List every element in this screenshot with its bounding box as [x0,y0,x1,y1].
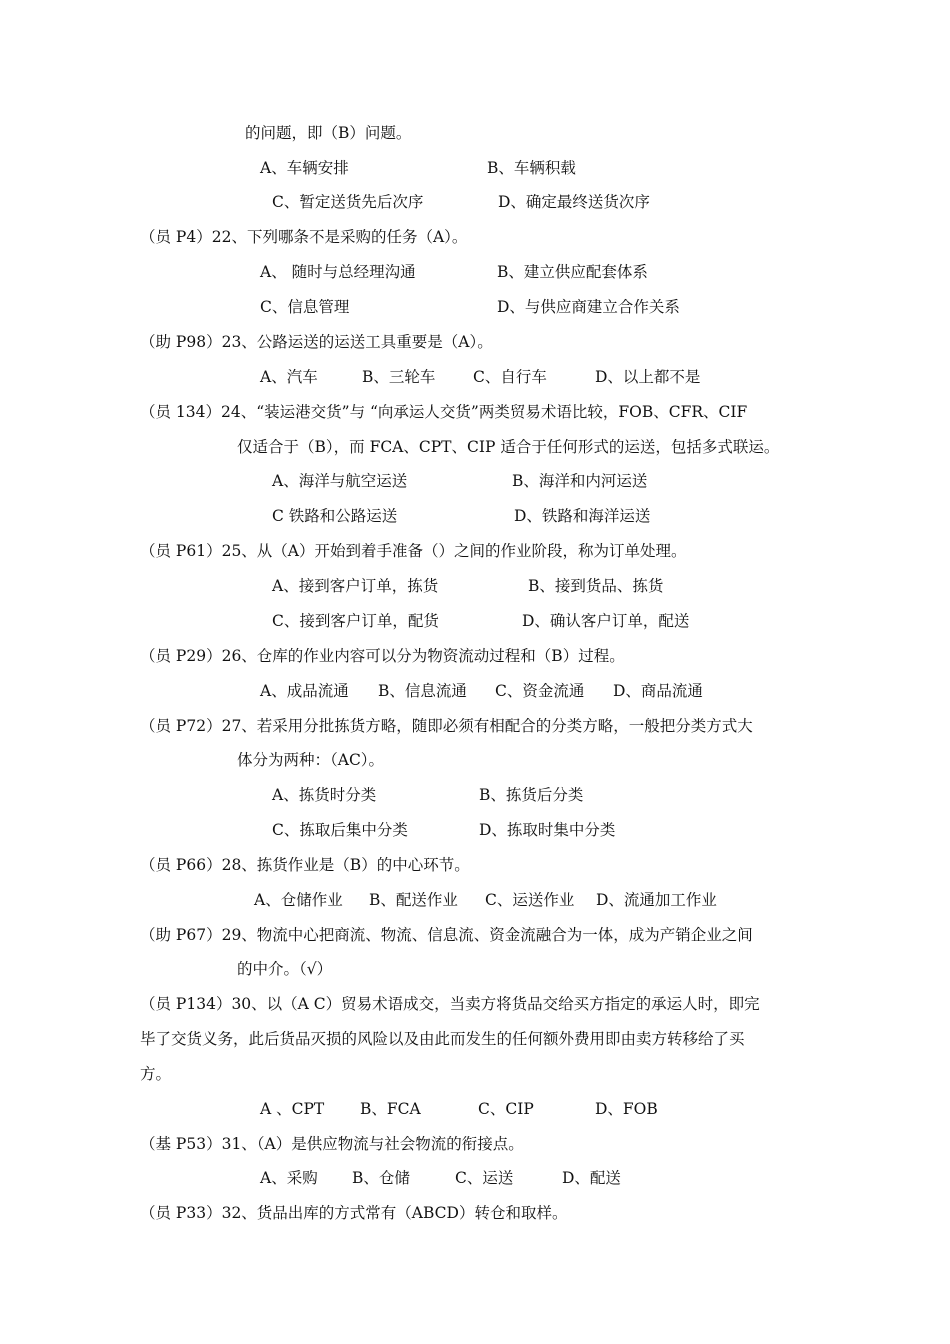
option-c: C、运送作业 [485,891,575,909]
option-b: B、信息流通 [378,682,467,700]
option-d: D、FOB [595,1100,658,1118]
option-b: B、拣货后分类 [479,786,584,804]
option-a: A、接到客户订单，拣货 [272,577,439,595]
option-c: C、接到客户订单，配货 [272,612,439,630]
option-a: A 、CPT [260,1100,325,1118]
option-a: A、 随时与总经理沟通 [260,263,416,281]
option-a: A、车辆安排 [260,159,349,177]
question-30-continued: 毕了交货义务，此后货品灭损的风险以及由此而发生的任何额外费用即由卖方转移给了买 [140,1030,745,1048]
question-26: （员 P29）26、仓库的作业内容可以分为物资流动过程和（B）过程。 [140,647,625,665]
option-d: D、确定最终送货次序 [498,193,650,211]
question-24: （员 134）24、“装运港交货”与 “向承运人交货”两类贸易术语比较，FOB、CFR、CIF [140,403,748,421]
option-d: D、铁路和海洋运送 [514,507,651,525]
text-line: 的问题，即（B）问题。 [245,124,412,142]
option-b: B、仓储 [352,1169,410,1187]
question-31: （基 P53）31、（A）是供应物流与社会物流的衔接点。 [140,1135,524,1153]
question-28: （员 P66）28、拣货作业是（B）的中心环节。 [140,856,470,874]
option-a: A、汽车 [260,368,318,386]
option-c: C 铁路和公路运送 [272,507,398,525]
option-a: A、海洋与航空运送 [272,472,408,490]
option-c: C、自行车 [473,368,547,386]
option-c: C、拣取后集中分类 [272,821,408,839]
option-d: D、商品流通 [613,682,703,700]
option-c: C、资金流通 [495,682,585,700]
option-b: B、海洋和内河运送 [512,472,648,490]
option-b: B、建立供应配套体系 [497,263,648,281]
question-29: （助 P67）29、物流中心把商流、物流、信息流、资金流融合为一体，成为产销企业之间 [140,926,753,944]
question-25: （员 P61）25、从（A）开始到着手准备（）之间的作业阶段，称为订单处理。 [140,542,687,560]
option-d: D、流通加工作业 [596,891,717,909]
question-32: （员 P33）32、货品出库的方式常有（ABCD）转仓和取样。 [140,1204,568,1222]
option-b: B、三轮车 [362,368,436,386]
option-b: B、车辆积载 [487,159,576,177]
option-d: D、与供应商建立合作关系 [497,298,680,316]
option-c: C、运送 [455,1169,514,1187]
option-b: B、配送作业 [369,891,458,909]
option-b: B、FCA [360,1100,421,1118]
option-c: C、CIP [478,1100,534,1118]
option-d: D、配送 [562,1169,621,1187]
question-27-continued: 体分为两种：（AC）。 [237,751,385,769]
option-d: D、确认客户订单，配送 [522,612,690,630]
option-d: D、拣取时集中分类 [479,821,616,839]
option-c: C、暂定送货先后次序 [272,193,424,211]
question-29-continued: 的中介。（√） [237,960,333,978]
question-30: （员 P134）30、以（A C）贸易术语成交，当卖方将货品交给买方指定的承运人时，即完 [140,995,760,1013]
option-c: C、信息管理 [260,298,350,316]
option-b: B、接到货品、拣货 [528,577,664,595]
question-23: （助 P98）23、公路运送的运送工具重要是（A）。 [140,333,493,351]
question-30-continued: 方。 [140,1065,172,1083]
option-a: A、仓储作业 [254,891,343,909]
option-a: A、采购 [260,1169,318,1187]
question-24-continued: 仅适合于（B），而 FCA、CPT、CIP 适合于任何形式的运送，包括多式联运。 [237,438,780,456]
option-d: D、以上都不是 [595,368,701,386]
option-a: A、成品流通 [260,682,349,700]
option-a: A、拣货时分类 [272,786,377,804]
question-22: （员 P4）22、下列哪条不是采购的任务（A）。 [140,228,468,246]
question-27: （员 P72）27、若采用分批拣货方略，随即必须有相配合的分类方略，一般把分类方式大 [140,717,753,735]
